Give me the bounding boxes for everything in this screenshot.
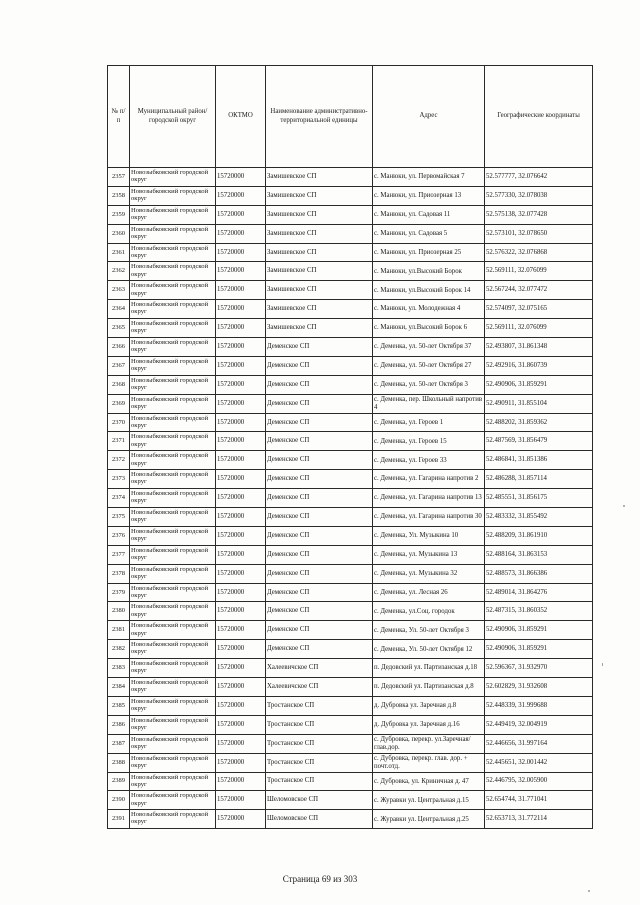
oktmo-cell: 15720000 bbox=[216, 186, 266, 205]
coordinates-cell: 52.489014, 31.864276 bbox=[485, 583, 593, 602]
coordinates-cell: 52.490906, 31.859291 bbox=[485, 375, 593, 394]
scan-speck bbox=[588, 890, 590, 892]
admin-unit-cell: Деменское СП bbox=[266, 451, 373, 470]
admin-unit-cell: Деменское СП bbox=[266, 432, 373, 451]
row-number: 2367 bbox=[108, 356, 130, 375]
address-cell: с. Дубровка, перекр. ул.Заречная/глав.дор. bbox=[373, 734, 485, 753]
address-cell: д. Дубровка ул. Заречная д.8 bbox=[373, 696, 485, 715]
admin-unit-cell: Замишевское СП bbox=[266, 205, 373, 224]
district-cell: Новозыбковский городской округ bbox=[130, 564, 216, 583]
district-cell: Новозыбковский городской округ bbox=[130, 243, 216, 262]
table-row bbox=[108, 300, 593, 319]
coordinates-cell: 52.653713, 31.772114 bbox=[485, 810, 593, 829]
oktmo-cell: 15720000 bbox=[216, 772, 266, 791]
row-number: 2374 bbox=[108, 489, 130, 508]
table-row bbox=[108, 205, 593, 224]
oktmo-cell: 15720000 bbox=[216, 621, 266, 640]
row-number: 2359 bbox=[108, 205, 130, 224]
table-row bbox=[108, 413, 593, 432]
address-cell: с. Деменка, ул. Музыкина 13 bbox=[373, 545, 485, 564]
row-number: 2372 bbox=[108, 451, 130, 470]
oktmo-cell: 15720000 bbox=[216, 394, 266, 413]
district-cell: Новозыбковский городской округ bbox=[130, 791, 216, 810]
coordinates-cell: 52.493807, 31.861348 bbox=[485, 338, 593, 357]
row-number: 2363 bbox=[108, 281, 130, 300]
table-row bbox=[108, 168, 593, 187]
table-row bbox=[108, 432, 593, 451]
table-row bbox=[108, 772, 593, 791]
row-number: 2382 bbox=[108, 640, 130, 659]
address-cell: с. Манюки, ул. Садовая 11 bbox=[373, 205, 485, 224]
district-cell: Новозыбковский городской округ bbox=[130, 168, 216, 187]
admin-unit-cell: Халеевичское СП bbox=[266, 659, 373, 678]
coordinates-cell: 52.490906, 31.859291 bbox=[485, 640, 593, 659]
address-cell: с. Манюки, ул.Высокий Борок bbox=[373, 262, 485, 281]
coordinates-cell: 52.449419, 32.004919 bbox=[485, 715, 593, 734]
admin-unit-cell: Деменское СП bbox=[266, 621, 373, 640]
address-cell: с. Манюки, ул.Высокий Борок 14 bbox=[373, 281, 485, 300]
address-cell: с. Деменка, ул. Героев 33 bbox=[373, 451, 485, 470]
row-number: 2360 bbox=[108, 224, 130, 243]
oktmo-cell: 15720000 bbox=[216, 734, 266, 753]
oktmo-cell: 15720000 bbox=[216, 338, 266, 357]
address-cell: с. Журавки ул. Центральная д.25 bbox=[373, 810, 485, 829]
admin-unit-cell: Деменское СП bbox=[266, 470, 373, 489]
admin-unit-cell: Деменское СП bbox=[266, 375, 373, 394]
table-row bbox=[108, 526, 593, 545]
row-number: 2390 bbox=[108, 791, 130, 810]
table-row bbox=[108, 640, 593, 659]
oktmo-cell: 15720000 bbox=[216, 602, 266, 621]
district-cell: Новозыбковский городской округ bbox=[130, 470, 216, 489]
oktmo-cell: 15720000 bbox=[216, 413, 266, 432]
oktmo-cell: 15720000 bbox=[216, 168, 266, 187]
admin-unit-cell: Замишевское СП bbox=[266, 224, 373, 243]
coordinates-cell: 52.490906, 31.859291 bbox=[485, 621, 593, 640]
address-cell: с. Манюки, ул. Садовая 5 bbox=[373, 224, 485, 243]
oktmo-cell: 15720000 bbox=[216, 356, 266, 375]
district-cell: Новозыбковский городской округ bbox=[130, 356, 216, 375]
table-row bbox=[108, 621, 593, 640]
coordinates-cell: 52.569111, 32.076099 bbox=[485, 262, 593, 281]
table-row bbox=[108, 564, 593, 583]
admin-unit-cell: Халеевичское СП bbox=[266, 678, 373, 697]
district-cell: Новозыбковский городской округ bbox=[130, 545, 216, 564]
row-number: 2371 bbox=[108, 432, 130, 451]
coordinates-cell: 52.654744, 31.771041 bbox=[485, 791, 593, 810]
table-row bbox=[108, 224, 593, 243]
row-number: 2389 bbox=[108, 772, 130, 791]
address-cell: с. Деменка, ул. Героев 1 bbox=[373, 413, 485, 432]
oktmo-cell: 15720000 bbox=[216, 810, 266, 829]
district-cell: Новозыбковский городской округ bbox=[130, 394, 216, 413]
admin-unit-cell: Деменское СП bbox=[266, 583, 373, 602]
coordinates-cell: 52.448339, 31.999688 bbox=[485, 696, 593, 715]
coordinates-cell: 52.492916, 31.860739 bbox=[485, 356, 593, 375]
oktmo-cell: 15720000 bbox=[216, 715, 266, 734]
address-cell: п. Дедовский ул. Партизанская д.18 bbox=[373, 659, 485, 678]
table-row bbox=[108, 243, 593, 262]
address-cell: с. Деменка, ул. Гагарина напротив 2 bbox=[373, 470, 485, 489]
oktmo-cell: 15720000 bbox=[216, 696, 266, 715]
table-row bbox=[108, 545, 593, 564]
district-cell: Новозыбковский городской округ bbox=[130, 186, 216, 205]
address-cell: с. Манюки, ул.Высокий Борок 6 bbox=[373, 319, 485, 338]
district-cell: Новозыбковский городской округ bbox=[130, 810, 216, 829]
header-address: Адрес bbox=[373, 66, 485, 168]
district-cell: Новозыбковский городской округ bbox=[130, 262, 216, 281]
table-row bbox=[108, 791, 593, 810]
district-cell: Новозыбковский городской округ bbox=[130, 489, 216, 508]
coordinates-cell: 52.487569, 31.856479 bbox=[485, 432, 593, 451]
row-number: 2370 bbox=[108, 413, 130, 432]
oktmo-cell: 15720000 bbox=[216, 640, 266, 659]
district-cell: Новозыбковский городской округ bbox=[130, 281, 216, 300]
table-row bbox=[108, 451, 593, 470]
coordinates-cell: 52.569111, 32.076099 bbox=[485, 319, 593, 338]
district-cell: Новозыбковский городской округ bbox=[130, 678, 216, 697]
oktmo-cell: 15720000 bbox=[216, 451, 266, 470]
table-row bbox=[108, 810, 593, 829]
address-cell: с. Деменка, Ул. 50-лет Октября 3 bbox=[373, 621, 485, 640]
coordinates-cell: 52.488202, 31.859362 bbox=[485, 413, 593, 432]
coordinates-cell: 52.602829, 31.932608 bbox=[485, 678, 593, 697]
oktmo-cell: 15720000 bbox=[216, 659, 266, 678]
admin-unit-cell: Деменское СП bbox=[266, 526, 373, 545]
table-row bbox=[108, 715, 593, 734]
admin-unit-cell: Деменское СП bbox=[266, 489, 373, 508]
table-row bbox=[108, 489, 593, 508]
district-cell: Новозыбковский городской округ bbox=[130, 583, 216, 602]
row-number: 2373 bbox=[108, 470, 130, 489]
admin-unit-cell: Деменское СП bbox=[266, 640, 373, 659]
address-cell: с. Деменка, ул. Лесная 26 bbox=[373, 583, 485, 602]
address-cell: с. Деменка, ул. Музыкина 32 bbox=[373, 564, 485, 583]
row-number: 2365 bbox=[108, 319, 130, 338]
admin-unit-cell: Замишевское СП bbox=[266, 319, 373, 338]
table-row bbox=[108, 508, 593, 527]
header-number: № п/п bbox=[108, 66, 130, 168]
table-row bbox=[108, 262, 593, 281]
admin-unit-cell: Тростанское СП bbox=[266, 715, 373, 734]
address-cell: с. Деменка, Ул. 50-лет Октября 12 bbox=[373, 640, 485, 659]
district-cell: Новозыбковский городской округ bbox=[130, 526, 216, 545]
admin-unit-cell: Тростанское СП bbox=[266, 772, 373, 791]
admin-unit-cell: Деменское СП bbox=[266, 356, 373, 375]
header-oktmo: ОКТМО bbox=[216, 66, 266, 168]
district-cell: Новозыбковский городской округ bbox=[130, 715, 216, 734]
table-row bbox=[108, 678, 593, 697]
oktmo-cell: 15720000 bbox=[216, 489, 266, 508]
table-row bbox=[108, 281, 593, 300]
admin-unit-cell: Деменское СП bbox=[266, 413, 373, 432]
address-cell: с. Деменка, ул. Гагарина напротив 13 bbox=[373, 489, 485, 508]
row-number: 2368 bbox=[108, 375, 130, 394]
row-number: 2386 bbox=[108, 715, 130, 734]
district-cell: Новозыбковский городской округ bbox=[130, 375, 216, 394]
row-number: 2383 bbox=[108, 659, 130, 678]
row-number: 2379 bbox=[108, 583, 130, 602]
coordinates-cell: 52.490911, 31.855104 bbox=[485, 394, 593, 413]
oktmo-cell: 15720000 bbox=[216, 526, 266, 545]
page-footer: Страница 69 из 303 bbox=[282, 874, 358, 884]
address-cell: с. Манюки, ул. Молодежная 4 bbox=[373, 300, 485, 319]
table-row bbox=[108, 356, 593, 375]
district-cell: Новозыбковский городской округ bbox=[130, 319, 216, 338]
admin-unit-cell: Деменское СП bbox=[266, 564, 373, 583]
admin-unit-cell: Тростанское СП bbox=[266, 696, 373, 715]
address-cell: с. Манюки, ул. Приозерная 13 bbox=[373, 186, 485, 205]
admin-unit-cell: Тростанское СП bbox=[266, 734, 373, 753]
address-cell: п. Дедовский ул. Партизанская д.8 bbox=[373, 678, 485, 697]
district-cell: Новозыбковский городской округ bbox=[130, 621, 216, 640]
address-cell: с. Манюки, ул. Приозерная 25 bbox=[373, 243, 485, 262]
district-cell: Новозыбковский городской округ bbox=[130, 772, 216, 791]
address-cell: с. Манюки, ул. Первомайская 7 bbox=[373, 168, 485, 187]
address-cell: с. Дубровка, перекр. глав. дор. + почт.отд. bbox=[373, 753, 485, 772]
oktmo-cell: 15720000 bbox=[216, 281, 266, 300]
header-row bbox=[108, 66, 593, 168]
coordinates-cell: 52.576322, 32.076868 bbox=[485, 243, 593, 262]
table-row bbox=[108, 375, 593, 394]
oktmo-cell: 15720000 bbox=[216, 243, 266, 262]
district-cell: Новозыбковский городской округ bbox=[130, 659, 216, 678]
address-cell: с. Деменка, Ул. Музыкина 10 bbox=[373, 526, 485, 545]
coordinates-cell: 52.573101, 32.078650 bbox=[485, 224, 593, 243]
oktmo-cell: 15720000 bbox=[216, 583, 266, 602]
row-number: 2384 bbox=[108, 678, 130, 697]
oktmo-cell: 15720000 bbox=[216, 545, 266, 564]
row-number: 2376 bbox=[108, 526, 130, 545]
header-coordinates: Географические координаты bbox=[485, 66, 593, 168]
oktmo-cell: 15720000 bbox=[216, 564, 266, 583]
table-row bbox=[108, 186, 593, 205]
table-row bbox=[108, 602, 593, 621]
table-row bbox=[108, 734, 593, 753]
oktmo-cell: 15720000 bbox=[216, 432, 266, 451]
coordinates-cell: 52.446795, 32.005900 bbox=[485, 772, 593, 791]
coordinates-cell: 52.488164, 31.863153 bbox=[485, 545, 593, 564]
district-cell: Новозыбковский городской округ bbox=[130, 432, 216, 451]
table-row bbox=[108, 338, 593, 357]
oktmo-cell: 15720000 bbox=[216, 791, 266, 810]
district-cell: Новозыбковский городской округ bbox=[130, 640, 216, 659]
address-cell: с. Деменка, ул. 50-лет Октября 3 bbox=[373, 375, 485, 394]
admin-unit-cell: Деменское СП bbox=[266, 545, 373, 564]
address-cell: с. Деменка, пер. Школьный напротив 4 bbox=[373, 394, 485, 413]
address-cell: с. Деменка, ул.Соц. городок bbox=[373, 602, 485, 621]
address-cell: с. Деменка, ул. 50-лет Октября 27 bbox=[373, 356, 485, 375]
table-row bbox=[108, 319, 593, 338]
address-cell: д. Дубровка ул. Заречная д.16 bbox=[373, 715, 485, 734]
district-cell: Новозыбковский городской округ bbox=[130, 413, 216, 432]
address-cell: с. Дубровка, ул. Криничная д. 47 bbox=[373, 772, 485, 791]
district-cell: Новозыбковский городской округ bbox=[130, 753, 216, 772]
row-number: 2391 bbox=[108, 810, 130, 829]
table-row bbox=[108, 659, 593, 678]
table-row bbox=[108, 696, 593, 715]
district-cell: Новозыбковский городской округ bbox=[130, 451, 216, 470]
admin-unit-cell: Замишевское СП bbox=[266, 262, 373, 281]
district-cell: Новозыбковский городской округ bbox=[130, 508, 216, 527]
row-number: 2385 bbox=[108, 696, 130, 715]
coordinates-cell: 52.445651, 32.001442 bbox=[485, 753, 593, 772]
coordinates-cell: 52.486841, 31.851386 bbox=[485, 451, 593, 470]
oktmo-cell: 15720000 bbox=[216, 262, 266, 281]
admin-unit-cell: Замишевское СП bbox=[266, 243, 373, 262]
oktmo-cell: 15720000 bbox=[216, 224, 266, 243]
coordinates-cell: 52.488573, 31.866386 bbox=[485, 564, 593, 583]
row-number: 2362 bbox=[108, 262, 130, 281]
coordinates-cell: 52.577777, 32.076642 bbox=[485, 168, 593, 187]
admin-unit-cell: Деменское СП bbox=[266, 508, 373, 527]
row-number: 2369 bbox=[108, 394, 130, 413]
admin-unit-cell: Замишевское СП bbox=[266, 168, 373, 187]
coordinates-cell: 52.485551, 31.856175 bbox=[485, 489, 593, 508]
row-number: 2378 bbox=[108, 564, 130, 583]
oktmo-cell: 15720000 bbox=[216, 753, 266, 772]
address-cell: с. Деменка, ул. 50-лет Октября 37 bbox=[373, 338, 485, 357]
table-row bbox=[108, 583, 593, 602]
oktmo-cell: 15720000 bbox=[216, 470, 266, 489]
admin-unit-cell: Шеломовское СП bbox=[266, 791, 373, 810]
coordinates-cell: 52.486288, 31.857114 bbox=[485, 470, 593, 489]
admin-unit-cell: Замишевское СП bbox=[266, 281, 373, 300]
address-cell: с. Деменка, ул. Героев 15 bbox=[373, 432, 485, 451]
district-cell: Новозыбковский городской округ bbox=[130, 300, 216, 319]
row-number: 2387 bbox=[108, 734, 130, 753]
coordinates-cell: 52.487315, 31.860352 bbox=[485, 602, 593, 621]
row-number: 2377 bbox=[108, 545, 130, 564]
district-cell: Новозыбковский городской округ bbox=[130, 602, 216, 621]
oktmo-cell: 15720000 bbox=[216, 319, 266, 338]
row-number: 2361 bbox=[108, 243, 130, 262]
district-cell: Новозыбковский городской округ bbox=[130, 696, 216, 715]
admin-unit-cell: Замишевское СП bbox=[266, 186, 373, 205]
scan-speck bbox=[623, 505, 625, 507]
admin-unit-cell: Деменское СП bbox=[266, 602, 373, 621]
row-number: 2388 bbox=[108, 753, 130, 772]
district-cell: Новозыбковский городской округ bbox=[130, 205, 216, 224]
admin-unit-cell: Замишевское СП bbox=[266, 300, 373, 319]
row-number: 2358 bbox=[108, 186, 130, 205]
row-number: 2375 bbox=[108, 508, 130, 527]
district-cell: Новозыбковский городской округ bbox=[130, 734, 216, 753]
header-district: Муниципальный район/городской округ bbox=[130, 66, 216, 168]
scan-speck bbox=[602, 663, 603, 666]
admin-unit-cell: Шеломовское СП bbox=[266, 810, 373, 829]
oktmo-cell: 15720000 bbox=[216, 678, 266, 697]
coordinates-cell: 52.575138, 32.077428 bbox=[485, 205, 593, 224]
admin-unit-cell: Деменское СП bbox=[266, 394, 373, 413]
oktmo-cell: 15720000 bbox=[216, 375, 266, 394]
table-body bbox=[108, 168, 593, 829]
admin-unit-cell: Деменское СП bbox=[266, 338, 373, 357]
table-row bbox=[108, 753, 593, 772]
table-row bbox=[108, 394, 593, 413]
address-cell: с. Деменка, ул. Гагарина напротив 30 bbox=[373, 508, 485, 527]
oktmo-cell: 15720000 bbox=[216, 508, 266, 527]
coordinates-cell: 52.596367, 31.932970 bbox=[485, 659, 593, 678]
admin-unit-cell: Тростанское СП bbox=[266, 753, 373, 772]
coordinates-cell: 52.446656, 31.997164 bbox=[485, 734, 593, 753]
oktmo-cell: 15720000 bbox=[216, 205, 266, 224]
coordinates-cell: 52.567244, 32.077472 bbox=[485, 281, 593, 300]
row-number: 2364 bbox=[108, 300, 130, 319]
header-admin-unit: Наименование административно-территориальной единицы bbox=[266, 66, 373, 168]
coordinates-cell: 52.574097, 32.075165 bbox=[485, 300, 593, 319]
row-number: 2381 bbox=[108, 621, 130, 640]
district-cell: Новозыбковский городской округ bbox=[130, 338, 216, 357]
coordinates-cell: 52.488209, 31.861910 bbox=[485, 526, 593, 545]
address-cell: с. Журавки ул. Центральная д.15 bbox=[373, 791, 485, 810]
table-row bbox=[108, 470, 593, 489]
row-number: 2366 bbox=[108, 338, 130, 357]
row-number: 2357 bbox=[108, 168, 130, 187]
coordinates-cell: 52.577330, 32.078038 bbox=[485, 186, 593, 205]
oktmo-cell: 15720000 bbox=[216, 300, 266, 319]
coordinates-cell: 52.483332, 31.855492 bbox=[485, 508, 593, 527]
data-table bbox=[107, 65, 593, 829]
district-cell: Новозыбковский городской округ bbox=[130, 224, 216, 243]
row-number: 2380 bbox=[108, 602, 130, 621]
